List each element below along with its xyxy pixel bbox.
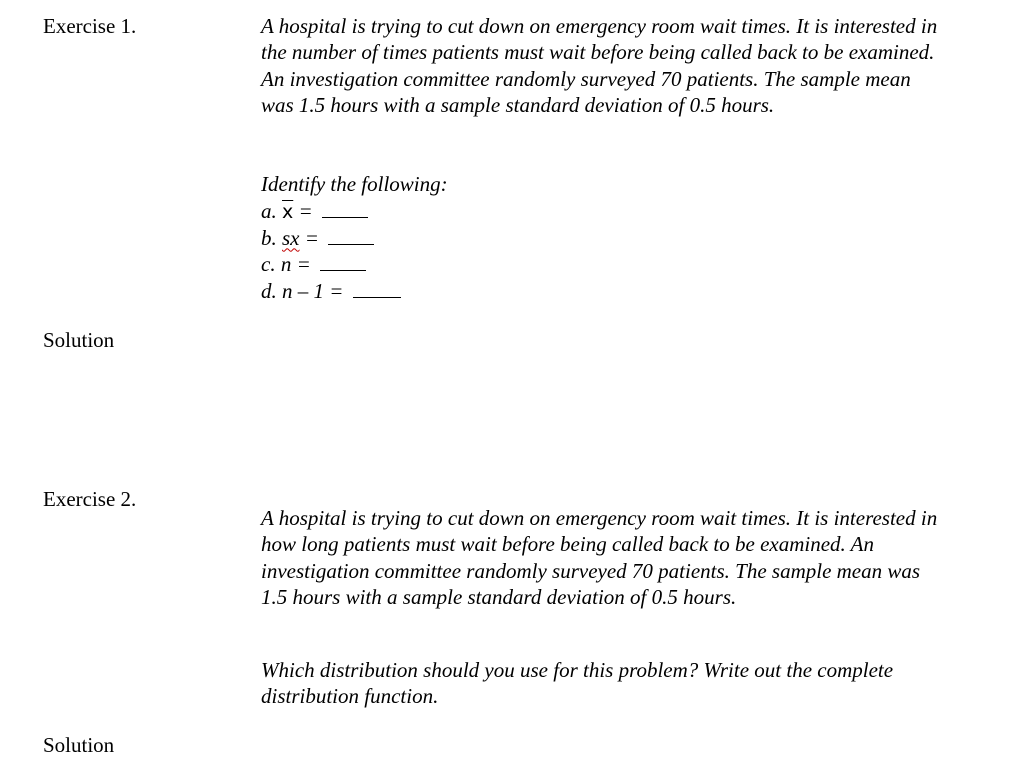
item-c-blank bbox=[320, 269, 366, 271]
item-a-prefix: a. bbox=[261, 199, 277, 223]
exercise-2-question: Which distribution should you use for this problem? Write out the complete distribution function. bbox=[261, 658, 894, 709]
item-b bbox=[261, 225, 401, 252]
item-c bbox=[261, 251, 401, 278]
item-a-symbol: $\overline{x}$ bbox=[282, 201, 294, 223]
item-d-prefix: d. bbox=[261, 278, 277, 303]
item-a-blank bbox=[322, 216, 368, 218]
exercise-1-prompt: Identify the following: bbox=[261, 172, 448, 196]
exercise-1-solution-label: Solution bbox=[43, 328, 115, 352]
item-a bbox=[261, 198, 401, 225]
item-b-symbol: sx bbox=[282, 225, 300, 250]
item-a-equals: = bbox=[298, 199, 313, 223]
item-b-prefix: b. bbox=[261, 225, 277, 250]
exercise-1-items bbox=[261, 198, 401, 304]
item-b-blank bbox=[328, 243, 374, 245]
item-b-equals: = bbox=[304, 225, 319, 250]
item-c-prefix: c. bbox=[261, 252, 276, 276]
item-c-symbol: n bbox=[280, 252, 292, 276]
exercise-2-problem: A hospital is trying to cut down on emergency room wait times. It is interested in how long patients must wait before being called back to be examined. An investigation committee randomly surveyed 70 patients. The sample mean was 1.5 hours with a sample standard deviation of 0.5 hours. bbox=[261, 506, 938, 609]
exercise-1-problem: A hospital is trying to cut down on emergency room wait times. It is interested in the number of times patients must wait before being called back to be examined. An investigation committee randomly surveyed 70 patients. The sample mean was 1.5 hours with a sample standard deviation of 0.5 hours. bbox=[261, 14, 938, 117]
item-d-equals: = bbox=[329, 278, 344, 303]
item-c-equals: = bbox=[296, 252, 311, 276]
exercise-2-label: Exercise 2. bbox=[43, 487, 137, 511]
item-d-symbol: n – 1 bbox=[282, 278, 324, 303]
item-d-blank bbox=[353, 296, 401, 298]
item-d bbox=[261, 278, 401, 305]
exercise-1-label: Exercise 1. bbox=[43, 14, 137, 38]
exercise-2-solution-label: Solution bbox=[43, 733, 115, 757]
